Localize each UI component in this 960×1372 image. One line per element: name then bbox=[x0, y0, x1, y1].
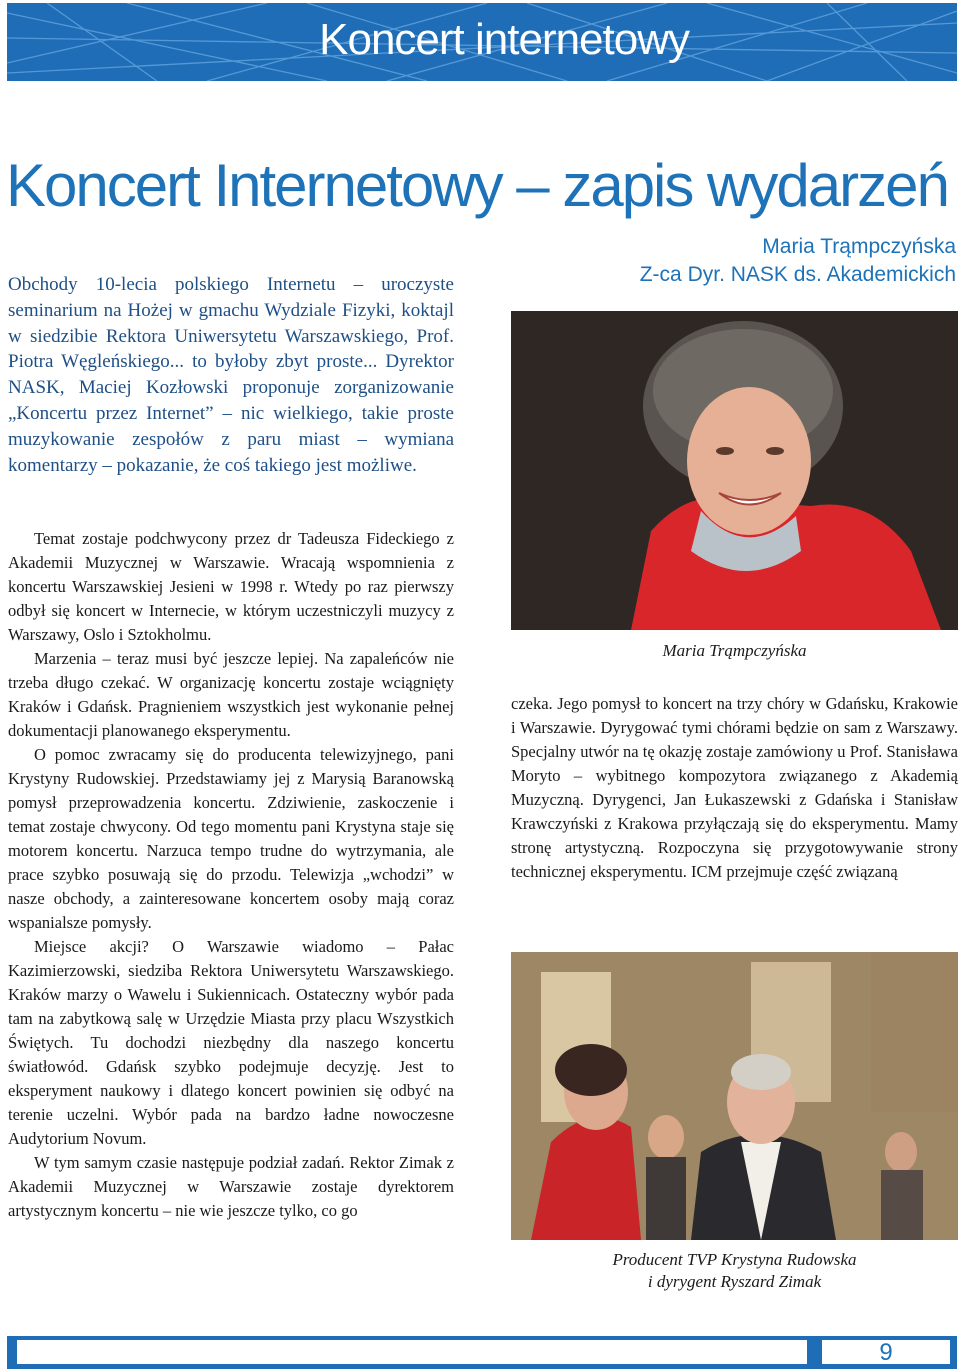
page-number-box bbox=[822, 1340, 950, 1364]
portrait-illustration bbox=[511, 311, 958, 630]
article-headline: Koncert Internetowy – zapis wydarzeń bbox=[6, 152, 948, 219]
author-name: Maria Trąmpczyńska bbox=[762, 235, 956, 258]
footer-bar bbox=[7, 1336, 957, 1369]
header-banner bbox=[7, 3, 957, 81]
author-role: Z-ca Dyr. NASK ds. Akademickich bbox=[639, 263, 956, 286]
paragraph: O pomoc zwracamy się do producenta telewizyjnego, pani Krystyny Rudowskiej. Przedstawiamy jej z Marysią Baranowską pomysł przeprowadzenia koncertu. Zdziwienie, zaskoczenie i temat zostaje chwycony. Od tego momentu pani Krystyna staje się motorem koncertu. Narzuca tempo trudne do wytrzymania, ale prace szybko posuwają się do przodu. Telewizja „wchodzi” w nasze obchody, a zainteresowane koncertem osoby mają coraz wspanialsze pomysły. bbox=[8, 745, 454, 932]
caption-line: Producent TVP Krystyna Rudowska bbox=[612, 1250, 857, 1269]
right-column bbox=[511, 692, 958, 884]
paragraph: Marzenia – teraz musi być jeszcze lepiej. Na zapaleńców nie trzeba długo czekać. W organizację koncertu zostaje wciągnięty Kraków i Gdańsk. Pragnieniem wszystkich jest wykonanie pełnej dokumentacji planowanego eksperymentu. bbox=[8, 649, 454, 740]
portrait-photo bbox=[511, 311, 958, 630]
paragraph: Miejsce akcji? O Warszawie wiadomo – Pałac Kazimierzowski, siedziba Rektora Uniwersytetu Warszawskiego. Kraków marzy o Wawelu i Sukiennicach. Ostateczny wybór pada tam na zabytkową salę w Urzędzie Miasta przy placu Wszystkich Świętych. Tu dochodzi niezbędny dla naszego koncertu światłowód. Gdańsk szybko podejmuje decyzję. Jest to eksperyment naukowy i dlatego koncert powinien się odbyć na terenie uczelni. Wybór pada na bardzo ładne nowoczesne Audytorium Novum. bbox=[8, 937, 454, 1148]
paragraph: W tym samym czasie następuje podział zadań. Rektor Zimak z Akademii Muzycznej w Warszawie zostaje dyrektorem artystycznym koncertu – nie wie jeszcze tylko, co go bbox=[8, 1153, 454, 1220]
paragraph: czeka. Jego pomysł to koncert na trzy chóry w Gdańsku, Krakowie i Warszawie. Dyrygować tymi chórami będzie on sam z Warszawy. Specjalny utwór na tę okazję zostaje zamówiony u Prof. Stanisława Moryto – wybitnego kompozytora związanego z Akademią Muzyczną. Dyrygenci, Jan Łukaszewski z Gdańska i Stanisław Krawczyński z Krakowa przyłączają się do eksperymentu. Mamy stronę artystyczną. Rozpoczyna się przygotowywanie strony technicznej eksperymentu. ICM przejmuje część związaną bbox=[511, 694, 958, 881]
event-illustration bbox=[511, 952, 958, 1240]
section-title: Koncert internetowy bbox=[319, 15, 689, 64]
left-column bbox=[8, 527, 454, 1223]
paragraph: Temat zostaje podchwycony przez dr Tadeusza Fideckiego z Akademii Muzycznej w Warszawie. Wracają wspomnienia z koncertu Warszawskiej Jesieni w 1998 r. Wtedy po raz pierwszy odbył się koncert w Internecie, w którym uczestniczyli muzycy z Warszawy, Oslo i Sztokholmu. bbox=[8, 529, 454, 644]
lead-paragraph: Obchody 10-lecia polskiego Internetu – uroczyste seminarium na Hożej w gmachu Wydziale Fizyki, koktajl w siedzibie Rektora Uniwersytetu Warszawskiego, Prof. Piotra Węgleńskiego... to byłoby zbyt proste... Dyrektor NASK, Maciej Kozłowski proponuje zorganizowanie „Koncertu przez Internet” – nic wielkiego, takie proste muzykowanie zespołów z paru miast – wymiana komentarzy – pokazanie, że coś takiego jest możliwe. bbox=[8, 274, 454, 476]
event-photo-caption bbox=[511, 1249, 958, 1293]
portrait-caption: Maria Trąmpczyńska bbox=[662, 641, 807, 660]
event-photo bbox=[511, 952, 958, 1240]
footer-inner-box bbox=[17, 1340, 807, 1364]
caption-line: i dyrygent Ryszard Zimak bbox=[647, 1272, 822, 1291]
author-byline bbox=[640, 233, 956, 289]
page-number: 9 bbox=[879, 1339, 893, 1366]
